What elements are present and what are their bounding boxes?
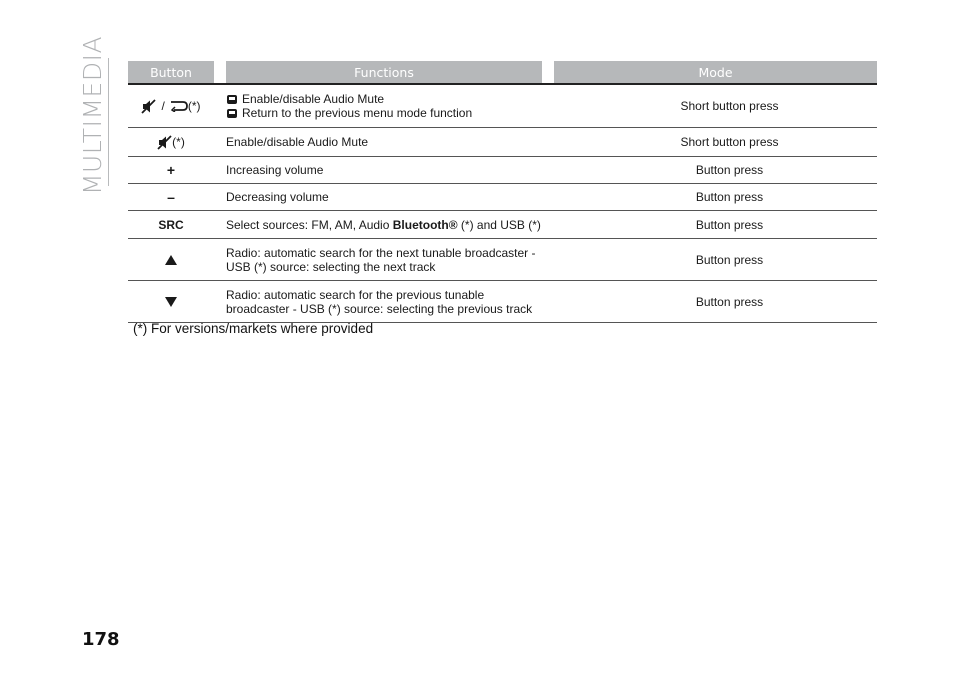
steering-wheel-button-icon — [226, 108, 238, 119]
function-text: Return to the previous menu mode function — [242, 106, 473, 120]
function-text: (*) and USB (*) — [457, 217, 541, 232]
footnote: (*) For versions/markets where provided — [133, 321, 374, 336]
button-cell — [128, 239, 214, 280]
function-line — [226, 218, 542, 232]
header-functions: Functions — [226, 61, 542, 83]
table-row — [128, 239, 877, 281]
table-row — [128, 157, 877, 184]
function-cell: Decreasing volume — [226, 190, 329, 204]
button-separator: / — [161, 99, 165, 113]
function-line: broadcaster - USB (*) source: selecting the previous track — [226, 301, 533, 316]
function-line — [226, 92, 542, 106]
steering-wheel-button-icon — [226, 94, 238, 105]
button-cell: + — [166, 162, 176, 178]
table-row — [128, 184, 877, 211]
function-cell: Enable/disable Audio Mute — [226, 135, 369, 149]
mode-cell: Button press — [695, 217, 764, 232]
function-text: Enable/disable Audio Mute — [242, 92, 385, 106]
triangle-up-icon — [164, 254, 178, 266]
table-row — [128, 281, 877, 323]
return-arrow-icon — [170, 100, 188, 112]
table-row — [128, 211, 877, 239]
button-cell — [128, 128, 214, 156]
speaker-mute-icon — [157, 135, 172, 150]
mode-cell: Button press — [695, 294, 764, 309]
mode-cell: Button press — [695, 163, 764, 177]
table-row — [128, 85, 877, 128]
button-cell — [128, 281, 214, 322]
mode-cell: Button press — [695, 252, 764, 267]
bluetooth-label: Bluetooth® — [392, 217, 458, 232]
function-line: Radio: automatic search for the previous tunable — [226, 287, 485, 302]
function-cell — [214, 211, 542, 238]
function-line: Radio: automatic search for the next tunable broadcaster - — [226, 245, 536, 260]
section-divider — [108, 58, 109, 186]
header-mode: Mode — [554, 61, 877, 83]
function-text: Select sources: FM, AM, Audio — [226, 217, 393, 232]
button-cell: SRC — [158, 217, 184, 232]
table-header — [128, 61, 877, 83]
button-note: (*) — [187, 99, 201, 113]
mode-cell: Short button press — [680, 135, 779, 149]
triangle-down-icon — [164, 296, 178, 308]
function-cell — [214, 281, 542, 322]
mode-cell: Short button press — [680, 99, 779, 113]
function-line — [226, 106, 542, 120]
function-cell: Increasing volume — [226, 163, 324, 177]
table-row — [128, 128, 877, 157]
function-cell — [214, 239, 542, 280]
controls-table — [128, 61, 877, 323]
speaker-mute-icon — [141, 99, 156, 114]
function-cell — [214, 85, 542, 127]
function-line: USB (*) source: selecting the next track — [226, 259, 436, 274]
section-title — [78, 35, 108, 195]
section-title-text: MULTIMEDIA — [78, 35, 108, 195]
mode-cell: Button press — [695, 190, 764, 204]
button-cell — [128, 85, 214, 127]
page-number: 178 — [82, 629, 120, 650]
button-note: (*) — [172, 135, 185, 149]
header-button: Button — [128, 61, 214, 83]
button-cell: – — [167, 189, 175, 205]
